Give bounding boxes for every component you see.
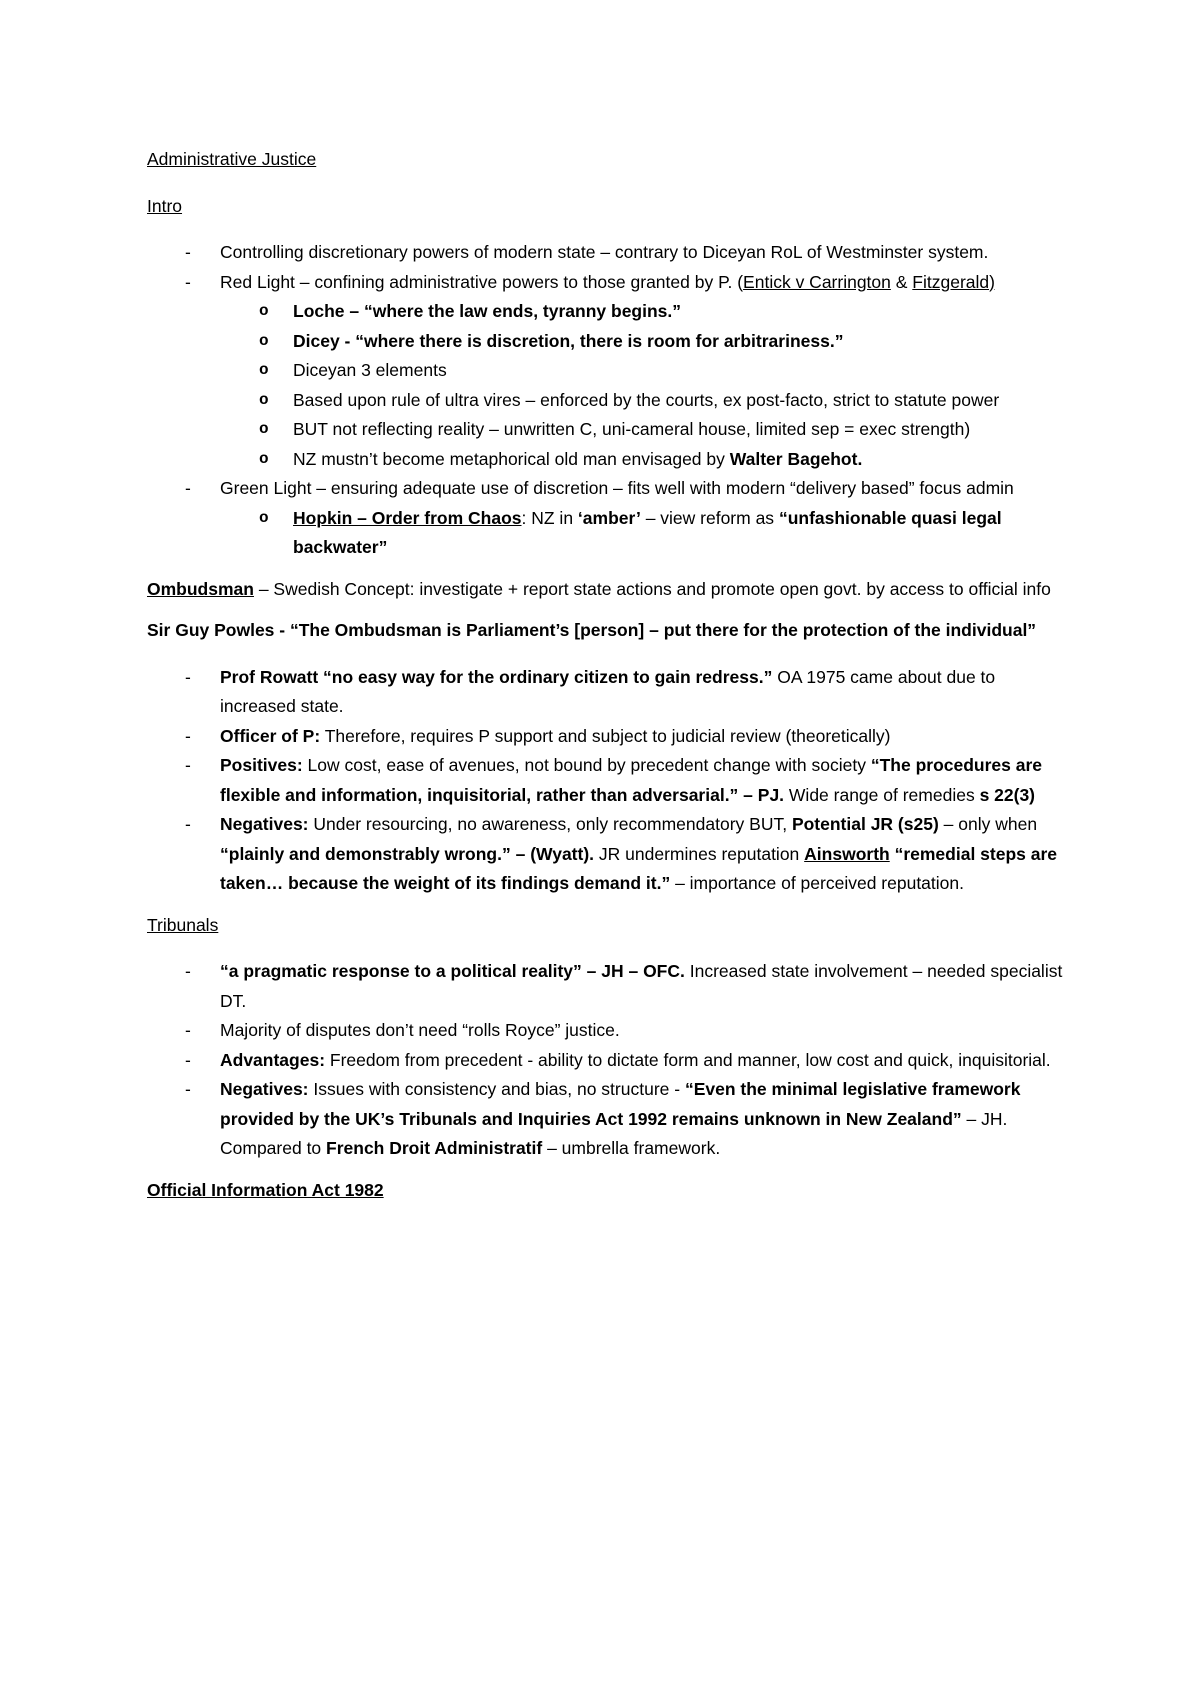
list-item: - “a pragmatic response to a political reality” – JH – OFC. Increased state involvement – needed specialist DT. [147,957,1067,1016]
dash-bullet: - [185,814,191,834]
circle-bullet: o [259,331,269,350]
sub-list-item: o NZ mustn’t become metaphorical old man envisaged by Walter Bagehot. [147,445,1067,475]
circle-bullet: o [259,390,269,409]
sub-list-item: o Loche – “where the law ends, tyranny begins.” [147,297,1067,327]
heading-tribunals: Tribunals [147,914,219,935]
heading-intro: Intro [147,195,183,216]
heading-ombudsman: Ombudsman [147,578,254,599]
dash-bullet: - [185,755,191,775]
dash-bullet: - [185,666,191,687]
list-item: - Prof Rowatt “no easy way for the ordinary citizen to gain redress.” OA 1975 came about due to increased state. [147,663,1067,722]
sub-list-item: o Diceyan 3 elements [147,356,1067,386]
dash-bullet: - [185,725,191,746]
circle-bullet: o [259,302,269,320]
ombudsman-paragraph: Ombudsman – Swedish Concept: investigate + report state actions and promote open govt. by access to official info [147,578,1051,599]
list-item: - Green Light – ensuring adequate use of discretion – fits well with modern “delivery based” focus admin [147,474,1067,504]
list-item: - Controlling discretionary powers of modern state – contrary to Diceyan RoL of Westminster system. [147,238,1067,268]
case-reference: Entick v Carrington [743,271,891,292]
sub-list-item: o Based upon rule of ultra vires – enforced by the courts, ex post-facto, strict to statute power [147,386,1067,416]
dash-bullet: - [185,1020,191,1040]
circle-bullet: o [259,508,269,527]
circle-bullet: o [259,361,269,379]
list-item: - Negatives: Issues with consistency and bias, no structure - “Even the minimal legislative framework provided by the UK’s Tribunals and Inquiries Act 1992 remains unknown in New Zealand” – JH. Compared to French Droit Administratif – umbrella framework. [147,1075,1067,1164]
ombudsman-quote: Sir Guy Powles - “The Ombudsman is Parliament’s [person] – put there for the protection of the individual” [147,620,1037,640]
dash-bullet: - [185,271,191,292]
sub-list-item: o Dicey - “where there is discretion, there is room for arbitrariness.” [147,327,1067,357]
dash-bullet: - [185,478,191,498]
case-reference: Fitzgerald) [912,271,995,292]
sub-list-item: o BUT not reflecting reality – unwritten C, uni-cameral house, limited sep = exec strength) [147,415,1067,445]
sub-list-item: o Hopkin – Order from Chaos: NZ in ‘amber’ – view reform as “unfashionable quasi legal backwater” [147,504,1067,563]
list-item: - Red Light – confining administrative powers to those granted by P. (Entick v Carrington & Fitzgerald) [147,268,1067,298]
circle-bullet: o [259,420,269,438]
list-item: - Positives: Low cost, ease of avenues, not bound by precedent change with society “The procedures are flexible and information, inquisitorial, rather than adversarial.” – PJ. Wide range of remedies s 22(3) [147,751,1067,810]
dash-bullet: - [185,1049,191,1070]
dash-bullet: - [185,1079,191,1099]
list-item: - Majority of disputes don’t need “rolls Royce” justice. [147,1016,1067,1046]
document-title: Administrative Justice [147,149,317,169]
heading-oia: Official Information Act 1982 [147,1179,384,1200]
circle-bullet: o [259,449,269,468]
list-item: - Officer of P: Therefore, requires P support and subject to judicial review (theoretically) [147,722,1067,752]
list-item: - Advantages: Freedom from precedent - ability to dictate form and manner, low cost and quick, inquisitorial. [147,1046,1067,1076]
dash-bullet: - [185,961,191,981]
list-item: - Negatives: Under resourcing, no awareness, only recommendatory BUT, Potential JR (s25) – only when “plainly and demonstrably wrong.” – (Wyatt). JR undermines reputation Ainsworth “remedial steps are taken… because the weight of its findings demand it.” – importance of perceived reputation. [147,810,1067,899]
dash-bullet: - [185,242,191,262]
document-body [147,145,1067,1205]
